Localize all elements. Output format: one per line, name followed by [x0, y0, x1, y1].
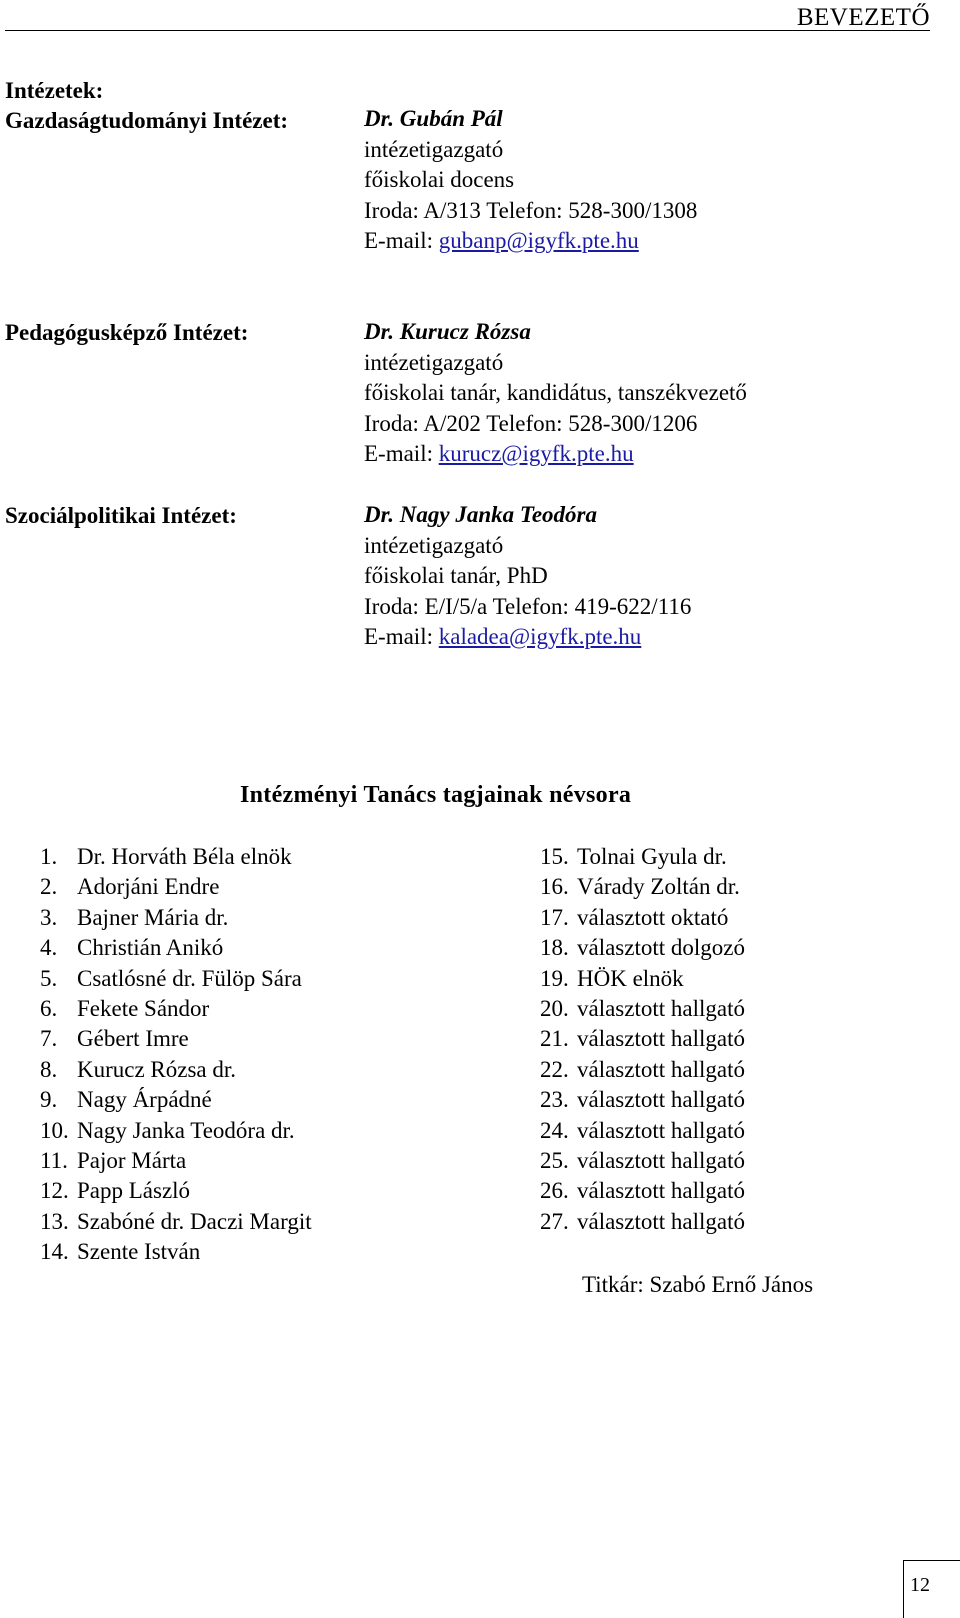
institute-block [364, 104, 697, 257]
director-name: Dr. Kurucz Rózsa [364, 319, 531, 344]
list-item: 14. Szente István [40, 1239, 201, 1265]
secretary: Titkár: Szabó Ernő János [582, 1272, 814, 1297]
page-number: 12 [910, 1574, 930, 1596]
council-list-left [40, 842, 312, 1268]
email-label: E-mail: [364, 624, 439, 649]
email-link[interactable]: kaladea@igyfk.pte.hu [438, 624, 642, 649]
director-position: főiskolai tanár, kandidátus, tanszékvezető [364, 380, 747, 405]
list-item: 11. Pajor Márta [40, 1148, 187, 1174]
list-item: 24. választott hallgató [540, 1117, 745, 1143]
director-name: Dr. Gubán Pál [364, 106, 503, 131]
list-item: 9. Nagy Árpádné [40, 1087, 212, 1113]
council-list-right [540, 842, 745, 1237]
list-item: 26. választott hallgató [540, 1178, 745, 1204]
email-line [364, 226, 697, 257]
list-item: 19. HÖK elnök [540, 965, 684, 991]
header-rule [5, 30, 930, 31]
institute-label: Gazdaságtudományi Intézet: [5, 108, 289, 133]
director-position: főiskolai docens [364, 167, 515, 192]
running-header: BEVEZETŐ [796, 4, 930, 31]
list-item: 12. Papp László [40, 1178, 191, 1204]
list-item: 10. Nagy Janka Teodóra dr. [40, 1117, 295, 1143]
list-item: 21. választott hallgató [540, 1026, 745, 1052]
email-line [364, 622, 691, 653]
director-role: intézetigazgató [364, 349, 504, 375]
institute-label: Pedagógusképző Intézet: [5, 320, 249, 345]
list-item: 17. választott oktató [540, 904, 729, 930]
list-item: 5. Csatlósné dr. Fülöp Sára [40, 965, 302, 991]
list-item: 3. Bajner Mária dr. [40, 904, 229, 930]
director-role: intézetigazgató [364, 136, 504, 162]
institute-block [364, 500, 691, 653]
list-item: 2. Adorjáni Endre [40, 874, 220, 900]
list-item: 25. választott hallgató [540, 1148, 745, 1174]
list-item: 6. Fekete Sándor [40, 996, 210, 1022]
list-item: 27. választott hallgató [540, 1208, 745, 1234]
list-item: 20. választott hallgató [540, 996, 745, 1022]
director-name: Dr. Nagy Janka Teodóra [364, 502, 597, 527]
list-item: 16. Várady Zoltán dr. [540, 874, 740, 900]
institute-block [364, 317, 747, 470]
office-phone: Iroda: E/I/5/a Telefon: 419-622/116 [364, 593, 692, 619]
list-item: 4. Christián Anikó [40, 935, 224, 961]
email-link[interactable]: gubanp@igyfk.pte.hu [438, 228, 639, 253]
list-item: 7. Gébert Imre [40, 1026, 189, 1052]
list-item: 23. választott hallgató [540, 1087, 745, 1113]
email-line [364, 439, 747, 470]
council-title: Intézményi Tanács tagjainak névsora [240, 782, 632, 808]
director-position: főiskolai tanár, PhD [364, 563, 548, 588]
list-item: 18. választott dolgozó [540, 935, 745, 961]
list-item: 13. Szabóné dr. Daczi Margit [40, 1208, 312, 1234]
list-item: 8. Kurucz Rózsa dr. [40, 1056, 237, 1082]
office-phone: Iroda: A/313 Telefon: 528-300/1308 [364, 197, 698, 223]
institutes-heading: Intézetek: [5, 78, 104, 103]
list-item: 15. Tolnai Gyula dr. [540, 844, 727, 869]
email-label: E-mail: [364, 441, 439, 466]
institute-label: Szociálpolitikai Intézet: [5, 503, 237, 528]
list-item: 1. Dr. Horváth Béla elnök [40, 844, 292, 869]
office-phone: Iroda: A/202 Telefon: 528-300/1206 [364, 410, 698, 436]
list-item: 22. választott hallgató [540, 1056, 745, 1082]
email-label: E-mail: [364, 228, 439, 253]
email-link[interactable]: kurucz@igyfk.pte.hu [438, 441, 634, 466]
director-role: intézetigazgató [364, 532, 504, 558]
